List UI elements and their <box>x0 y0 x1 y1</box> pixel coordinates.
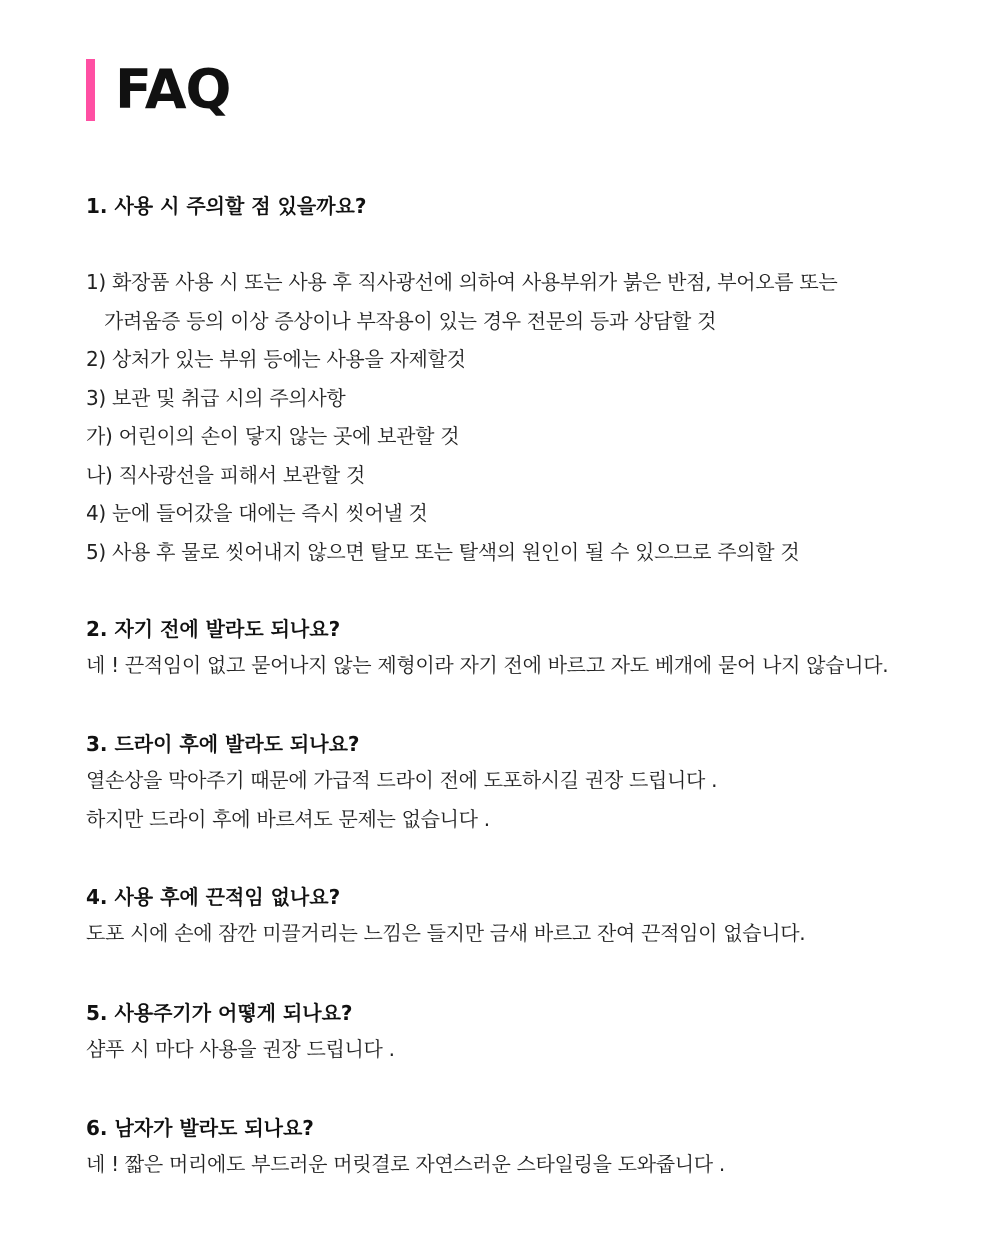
answer-line: 열손상을 막아주기 때문에 가급적 드라이 전에 도포하시길 권장 드립니다 . <box>86 768 718 792</box>
faq-question: 5. 사용주기가 어떻게 되나요? <box>86 1001 353 1025</box>
title-accent-bar <box>86 59 95 121</box>
faq-item-1 <box>86 193 966 571</box>
answer-line: 2) 상처가 있는 부위 등에는 사용을 자제할것 <box>86 347 466 371</box>
answer-line: 가) 어린이의 손이 닿지 않는 곳에 보관할 것 <box>86 424 460 448</box>
answer-line: 5) 사용 후 물로 씻어내지 않으면 탈모 또는 탈색의 원인이 될 수 있으므로 주의할 것 <box>86 539 800 564</box>
answer-line: 도포 시에 손에 잠깐 미끌거리는 느낌은 들지만 금새 바르고 잔여 끈적임이 없습니다. <box>86 921 806 945</box>
faq-item-5 <box>86 1000 966 1069</box>
faq-question: 1. 사용 시 주의할 점 있을까요? <box>86 194 367 218</box>
faq-item-2 <box>86 616 966 685</box>
answer-line: 네 ! 끈적임이 없고 묻어나지 않는 제형이라 자기 전에 바르고 자도 베개에 묻어 나지 않습니다. <box>86 653 889 677</box>
answer-line: 1) 화장품 사용 시 또는 사용 후 직사광선에 의하여 사용부위가 붉은 반점, 부어오름 또는 <box>86 270 838 294</box>
faq-item-6 <box>86 1115 966 1184</box>
answer-line: 하지만 드라이 후에 바르셔도 문제는 없습니다 . <box>86 806 490 831</box>
faq-answer <box>86 263 966 571</box>
answer-line: 네 ! 짧은 머리에도 부드러운 머릿결로 자연스러운 스타일링을 도와줍니다 . <box>86 1152 725 1176</box>
answer-line: 샴푸 시 마다 사용을 권장 드립니다 . <box>86 1037 395 1061</box>
answer-line: 나) 직사광선을 피해서 보관할 것 <box>86 462 365 487</box>
faq-item-4 <box>86 884 966 953</box>
faq-question: 6. 남자가 발라도 되나요? <box>86 1116 314 1140</box>
answer-line: 가려움증 등의 이상 증상이나 부작용이 있는 경우 전문의 등과 상담할 것 <box>104 308 717 333</box>
faq-question: 2. 자기 전에 발라도 되나요? <box>86 617 341 641</box>
faq-question: 4. 사용 후에 끈적임 없나요? <box>86 885 341 909</box>
faq-item-3 <box>86 731 966 838</box>
page-title: FAQ <box>115 58 231 121</box>
faq-question: 3. 드라이 후에 발라도 되나요? <box>86 732 360 756</box>
answer-line: 4) 눈에 들어갔을 대에는 즉시 씻어낼 것 <box>86 501 428 525</box>
page-header <box>86 58 230 122</box>
answer-line: 3) 보관 및 취급 시의 주의사항 <box>86 385 346 410</box>
